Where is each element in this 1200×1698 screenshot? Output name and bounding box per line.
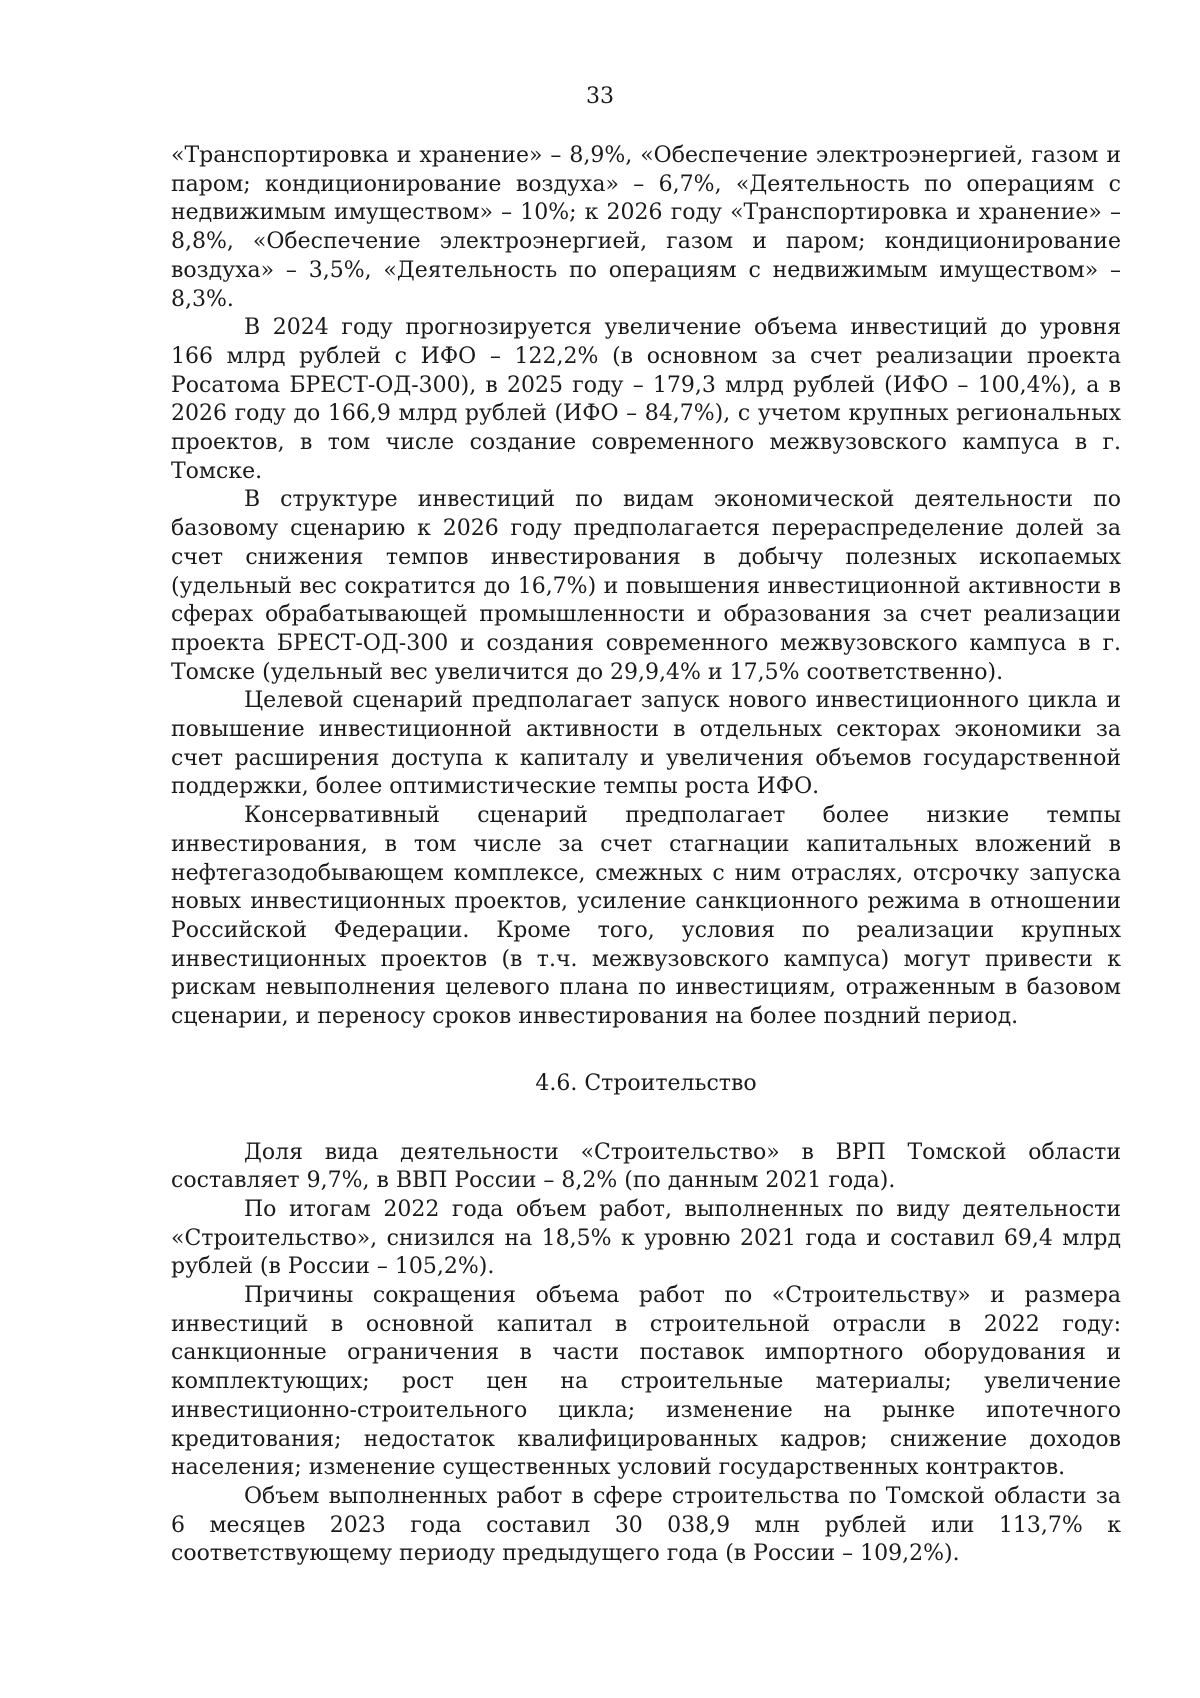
document-body bbox=[171, 142, 1121, 1569]
paragraph-decline-reasons: Причины сокращения объема работ по «Строительству» и размера инвестиций в основной капитал в строительной отрасли в 2022 году: санкционные ограничения в части поставок импортного оборудования и комплектующих; рост цен на строительные материалы; увеличение инвестиционно-строительного цикла; изменение на рынке ипотечного кредитования; недостаток квалифицированных кадров; снижение доходов населения; изменение существенных условий государственных контрактов. bbox=[171, 1283, 1121, 1481]
section-spacer bbox=[171, 1099, 1121, 1139]
paragraph-investment-forecast: В 2024 году прогнозируется увеличение объема инвестиций до уровня 166 млрд рублей с ИФО – 122,2% (в основном за счет реализации проекта Росатома БРЕСТ-ОД-300), в 2025 году – 179,3 млрд рублей (ИФО – 100,4%), а в 2026 году до 166,9 млрд рублей (ИФО – 84,7%), с учетом крупных региональных проектов, в том числе создание современного межвузовского кампуса в г. Томске. bbox=[171, 315, 1121, 484]
paragraph-construction-2023: Объем выполненных работ в сфере строительства по Томской области за 6 месяцев 2023 года составил 30 038,9 млн рублей или 113,7% к соответствующему периоду предыдущего года (в России – 109,2%). bbox=[171, 1483, 1121, 1567]
page-number: 33 bbox=[586, 84, 614, 109]
paragraph-investment-structure: В структуре инвестиций по видам экономической деятельности по базовому сценарию к 2026 году предполагается перераспределение долей за счет снижения темпов инвестирования в добычу полезных ископаемых (удельный вес сократится до 16,7%) и повышения инвестиционной активности в сферах обрабатывающей промышленности и образования за счет реализации проекта БРЕСТ-ОД-300 и создания современного межвузовского кампуса в г. Томске (удельный вес увеличится до 29,9,4% и 17,5% соответственно). bbox=[171, 487, 1121, 685]
paragraph-construction-share: Доля вида деятельности «Строительство» в ВРП Томской области составляет 9,7%, в ВВП России – 8,2% (по данным 2021 года). bbox=[171, 1139, 1121, 1194]
section-title: 4.6. Строительство bbox=[535, 1070, 757, 1096]
paragraph-construction-2022: По итогам 2022 года объем работ, выполненных по виду деятельности «Строительство», снизился на 18,5% к уровню 2021 года и составил 69,4 млрд рублей (в России – 105,2%). bbox=[171, 1196, 1121, 1280]
paragraph-continuation: «Транспортировка и хранение» – 8,9%, «Обеспечение электроэнергией, газом и паром; кондиционирование воздуха» – 6,7%, «Деятельность по операциям с недвижимым имуществом» – 10%; к 2026 году «Транспортировка и хранение» – 8,8%, «Обеспечение электроэнергией, газом и паром; кондиционирование воздуха» – 3,5%, «Деятельность по операциям с недвижимым имуществом» – 8,3%. bbox=[171, 143, 1121, 312]
paragraph-target-scenario: Целевой сценарий предполагает запуск нового инвестиционного цикла и повышение инвестиционной активности в отдельных секторах экономики за счет расширения доступа к капиталу и увеличения объемов государственной поддержки, более оптимистические темпы роста ИФО. bbox=[171, 688, 1121, 800]
paragraph-conservative-scenario: Консервативный сценарий предполагает более низкие темпы инвестирования, в том числе за счет стагнации капитальных вложений в нефтегазодобывающем комплексе, смежных с ним отраслях, отсрочку запуска новых инвестиционных проектов, усиление санкционного режима в отношении Российской Федерации. Кроме того, условия по реализации крупных инвестиционных проектов (в т.ч. межвузовского кампуса) могут привести к рискам невыполнения целевого плана по инвестициям, отраженным в базовом сценарии, и переносу сроков инвестирования на более поздний период. bbox=[171, 803, 1121, 1030]
